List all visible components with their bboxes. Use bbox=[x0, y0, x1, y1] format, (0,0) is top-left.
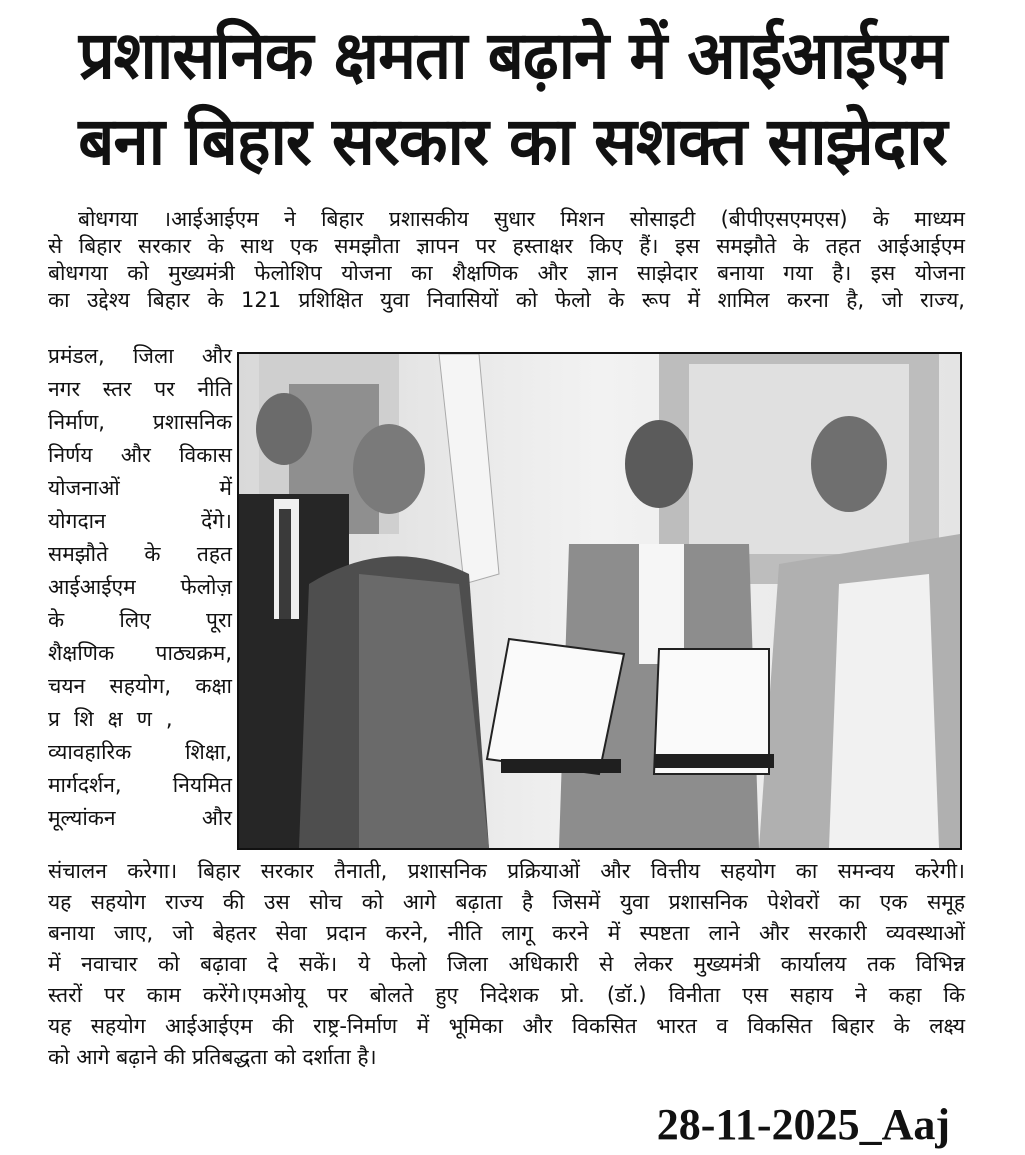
intro-line: से बिहार सरकार के साथ एक समझौता ज्ञापन पर हस्ताक्षर किए हैं। इस समझौते के तहत आईआईएम bbox=[48, 234, 965, 258]
column-line: योजनाओं में bbox=[48, 476, 232, 500]
column-line: निर्माण, प्रशासनिक bbox=[48, 410, 232, 434]
headline-line-2: बना बिहार सरकार का सशक्त साझेदार bbox=[78, 103, 947, 180]
column-line: समझौते के तहत bbox=[48, 542, 232, 566]
column-line: नगर स्तर पर नीति bbox=[48, 377, 232, 401]
column-line: प्रमंडल, जिला और bbox=[48, 344, 232, 368]
closing-line: को आगे बढ़ाने की प्रतिबद्धता को दर्शाता है। bbox=[48, 1045, 377, 1069]
column-line: आईआईएम फेलोज़ bbox=[48, 575, 232, 599]
news-photo bbox=[237, 352, 962, 850]
column-line: प्रशिक्षण, bbox=[48, 707, 187, 731]
column-line: निर्णय और विकास bbox=[48, 443, 232, 467]
closing-line: में नवाचार को बढ़ावा दे सकें। ये फेलो जिला अधिकारी से लेकर मुख्यमंत्री कार्यालय तक विभिन्न bbox=[48, 952, 965, 976]
column-line: के लिए पूरा bbox=[48, 608, 232, 632]
closing-line: यह सहयोग आईआईएम की राष्ट्र-निर्माण में भूमिका और विकसित भारत व विकसित बिहार के लक्ष्य bbox=[48, 1014, 965, 1038]
headline-line-1: प्रशासनिक क्षमता बढ़ाने में आईआईएम bbox=[78, 17, 947, 94]
column-line: शैक्षणिक पाठ्यक्रम, bbox=[48, 641, 232, 665]
intro-line: बोधगया ।आईआईएम ने बिहार प्रशासकीय सुधार मिशन सोसाइटी (बीपीएसएमएस) के माध्यम bbox=[78, 207, 965, 231]
column-line: मार्गदर्शन, नियमित bbox=[48, 773, 232, 797]
closing-line: स्तरों पर काम करेंगे।एमओयू पर बोलते हुए निदेशक प्रो. (डॉ.) विनीता एस सहाय ने कहा कि bbox=[48, 983, 965, 1007]
closing-line: बनाया जाए, जो बेहतर सेवा प्रदान करने, नीति लागू करने में स्पष्टता लाने और सरकारी व्यवस्थाओं bbox=[48, 921, 965, 945]
dateline-source: 28-11-2025_Aaj bbox=[656, 1100, 950, 1149]
column-line: योगदान देंगे। bbox=[48, 509, 232, 533]
intro-line: बोधगया को मुख्यमंत्री फेलोशिप योजना का शैक्षणिक और ज्ञान साझेदार बनाया गया है। इस योजना bbox=[48, 261, 965, 285]
closing-line: संचालन करेगा। बिहार सरकार तैनाती, प्रशासनिक प्रक्रियाओं और वित्तीय सहयोग का समन्वय करेगी। bbox=[48, 859, 965, 883]
photo-mou-signing-icon bbox=[239, 354, 960, 848]
column-line: मूल्यांकन और bbox=[48, 806, 232, 830]
intro-line: का उद्देश्य बिहार के 121 प्रशिक्षित युवा निवासियों को फेलो के रूप में शामिल करना है, जो राज्य, bbox=[48, 288, 965, 312]
closing-line: यह सहयोग राज्य की उस सोच को आगे बढ़ाता है जिसमें युवा प्रशासनिक पेशेवरों का एक समूह bbox=[48, 890, 965, 914]
column-line: चयन सहयोग, कक्षा bbox=[48, 674, 232, 698]
column-line: व्यावहारिक शिक्षा, bbox=[48, 740, 232, 764]
